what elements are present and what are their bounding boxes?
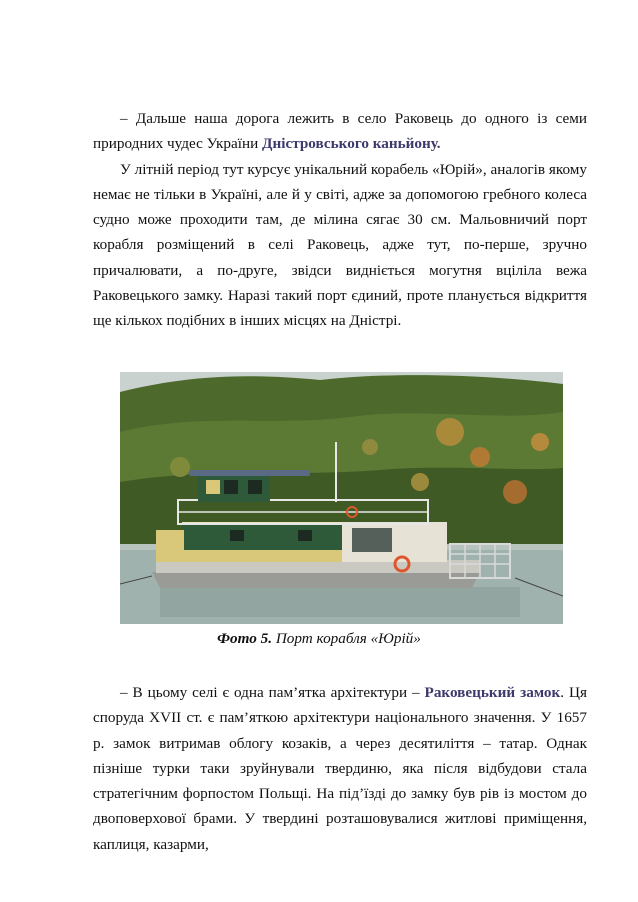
caption-label: Фото 5. <box>217 630 273 647</box>
ship-photo <box>120 372 563 624</box>
text-block-bottom <box>93 680 587 857</box>
paragraph-text: У літній період тут курсує унікальний корабель «Юрій», аналогів якому немає не тільки в Україні, але й у світі, адже за допомогою гребного колеса судно може проходити там, де мілина сягає 30 см. Мальовничий порт корабля розміщений в селі Раковець, адже тут, по-перше, зручно причалювати, а по-друге, звідси видніється могутня вціліла вежа Раковецького замку. Наразі такий порт єдиний, проте планується відкриття ще кількох подібних в інших місцях на Дністрі. <box>93 160 587 330</box>
highlight-dnister-canyon: Дністровського каньйону. <box>262 135 441 153</box>
paragraph-intro <box>93 106 587 157</box>
paragraph-text: – Дальше наша дорога лежить в село Раковець до одного із семи природних чудес України <box>93 110 587 153</box>
highlight-rakovets-castle: Раковецький замок <box>424 684 561 701</box>
photo-caption <box>0 630 638 648</box>
paragraph-ship <box>93 157 587 334</box>
paragraph-text-after: . Ця споруда XVII ст. є пам’яткою архітектури національного значення. У 1657 р. замок витримав облогу козаків, а через десятиліття – татар. Однак пізніше турки таки зруйнували твердиню, яка після відбудови стала стратегічним форпостом Польщі. На під’їзді до замку був рів із мостом до двоповерхової брами. У твердині розташовувалися житлові приміщення, каплиця, казарми, <box>93 684 587 853</box>
paragraph-text: – В цьому селі є одна пам’ятка архітектури – <box>120 684 425 701</box>
text-block-top <box>93 106 587 334</box>
caption-text: Порт корабля «Юрій» <box>272 630 421 647</box>
paragraph-castle <box>93 680 587 857</box>
